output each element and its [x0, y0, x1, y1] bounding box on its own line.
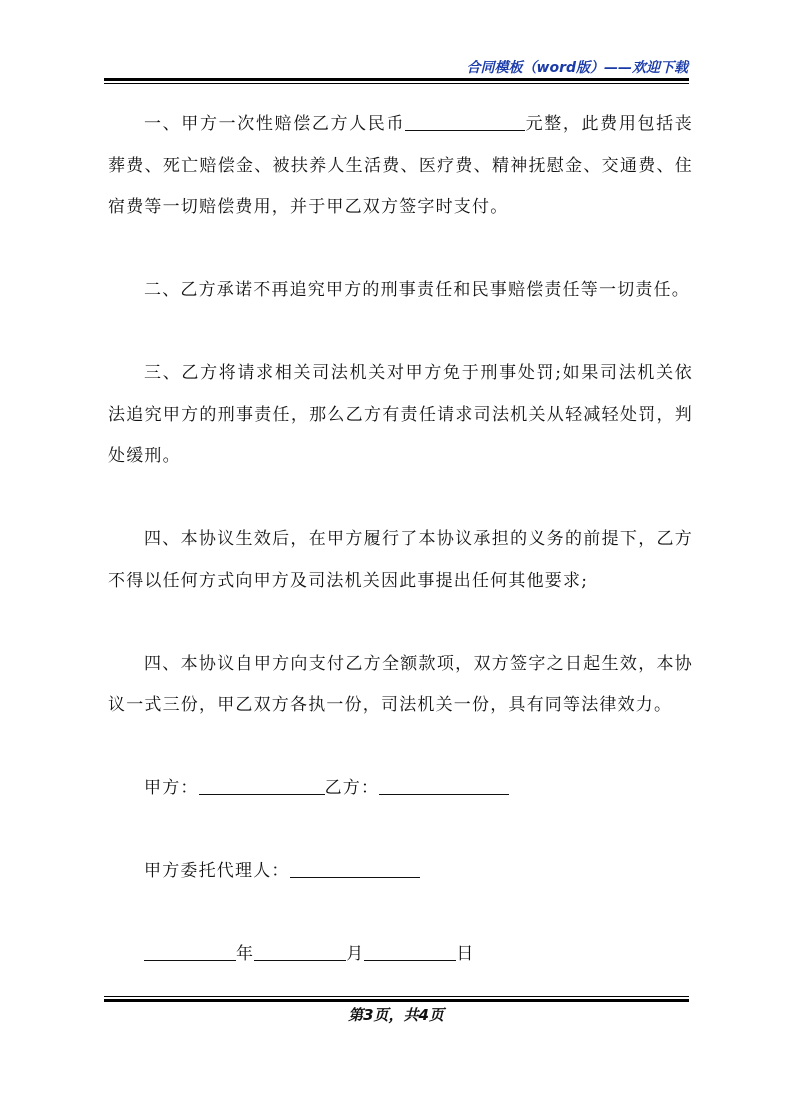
clause-1-text-start: 一、甲方一次性赔偿乙方人民币 — [144, 114, 406, 134]
year-blank — [144, 942, 236, 961]
header-rule-thin — [104, 83, 689, 84]
page-number: 第3页，共4页 — [348, 1006, 444, 1024]
agent-blank — [290, 859, 420, 878]
month-label: 月 — [346, 944, 365, 964]
amount-blank — [405, 112, 525, 131]
clause-5: 四、本协议自甲方向支付乙方全额款项，双方签字之日起生效，本协议一式三份，甲乙双方各执一份，司法机关一份，具有同等法律效力。 — [108, 653, 693, 715]
agent-label: 甲方委托代理人： — [144, 861, 290, 881]
footer-rule — [104, 999, 689, 1002]
clause-1 — [108, 104, 693, 229]
party-signature-line — [108, 768, 693, 810]
clause-3: 三、乙方将请求相关司法机关对甲方免于刑事处罚;如果司法机关依法追究甲方的刑事责任，那么乙方有责任请求司法机关从轻减轻处罚，判处缓刑。 — [108, 363, 693, 466]
footer-rule-thin — [104, 996, 689, 997]
clause-4: 四、本协议生效后，在甲方履行了本协议承担的义务的前提下，乙方不得以任何方式向甲方及司法机关因此事提出任何其他要求; — [108, 529, 693, 591]
date-line — [108, 934, 693, 976]
day-label: 日 — [456, 944, 475, 964]
clause-1-text-end: 元整，此费用包括丧葬费、死亡赔偿金、被扶养人生活费、医疗费、精神抚慰金、交通费、住宿费等一切赔偿费用，并于甲乙双方签字时支付。 — [108, 114, 693, 217]
party-a-label: 甲方： — [144, 778, 199, 798]
header-title: 合同模板（word版）——欢迎下载 — [466, 60, 688, 76]
document-body — [108, 104, 693, 976]
party-a-blank — [199, 776, 325, 795]
month-blank — [254, 942, 346, 961]
party-b-label: 乙方： — [324, 778, 380, 798]
party-b-blank — [379, 776, 509, 795]
agent-signature-line — [108, 851, 693, 893]
clause-2: 二、乙方承诺不再追究甲方的刑事责任和民事赔偿责任等一切责任。 — [144, 280, 690, 300]
header-rule — [104, 78, 689, 81]
day-blank — [364, 942, 456, 961]
year-label: 年 — [236, 944, 255, 964]
